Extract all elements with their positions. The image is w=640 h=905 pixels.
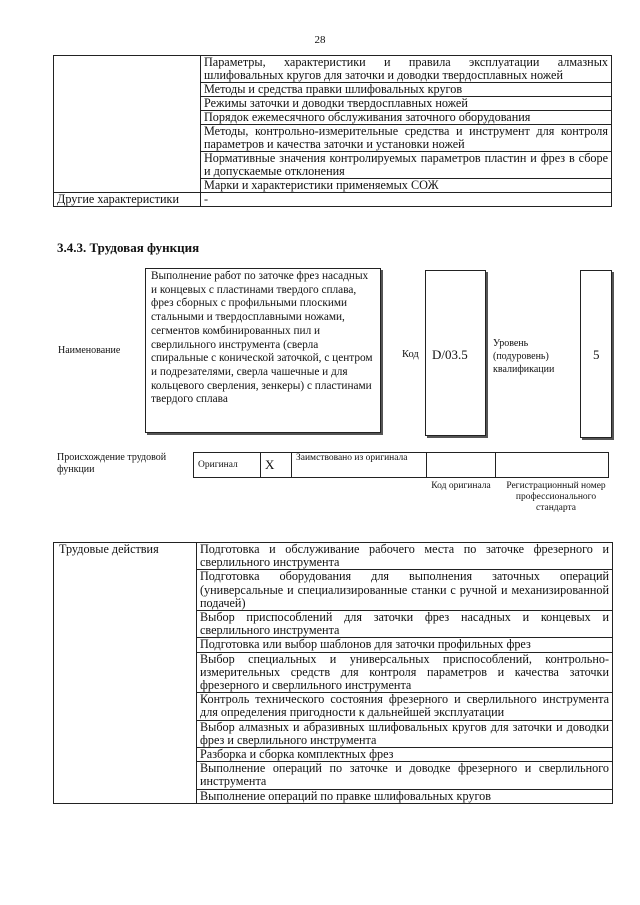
table-cell: Методы и средства правки шлифовальных кругов (201, 83, 612, 97)
table-cell: Выбор специальных и универсальных приспособлений, контрольно-измерительных средств для контроля параметров и качества заточки фрезерного и сверлильного инструмента (197, 652, 613, 693)
labor-actions-label: Трудовые действия (54, 543, 197, 804)
code-label: Код (402, 349, 419, 360)
registration-number-caption: Регистрационный номер профессионального стандарта (506, 481, 606, 513)
table-cell: Разборка и сборка комплектных фрез (197, 748, 613, 762)
original-label: Оригинал (194, 453, 261, 478)
level-value: 5 (593, 347, 600, 362)
table-cell: Подготовка и обслуживание рабочего места по заточке фрезерного и сверлильного инструмента (197, 543, 613, 570)
name-label: Наименование (58, 345, 121, 356)
table-cell: Выполнение операций по заточке и доводке фрезерного и сверлильного инструмента (197, 762, 613, 789)
table-cell: Нормативные значения контролируемых параметров пластин и фрез в сборе и допускаемые отклонения (201, 152, 612, 179)
origin-table (193, 452, 609, 478)
qualification-level-label (493, 337, 563, 376)
other-characteristics-label: Другие характеристики (54, 193, 201, 207)
table-cell: Подготовка оборудования для выполнения заточных операций (универсальные и специализированные станки с ручной и механизированной подачей) (197, 570, 613, 611)
table-row (194, 453, 609, 478)
table-cell: Выполнение операций по правке шлифовальных кругов (197, 789, 613, 803)
function-name-box: Выполнение работ по заточке фрез насадных и концевых с пластинами твердого сплава, фрез сборных с профильными плоскими стальными и твердосплавными ножами, сегментов комбинированных пил и сверлильного инструмента (сверла спиральные с конической заточкой, с центром и подрезателями, сверла чашечные и для кольцевого сверления, зенкеры) с пластинами твердого сплава (145, 268, 381, 433)
knowledge-table (53, 55, 612, 207)
section-heading: 3.4.3. Трудовая функция (57, 240, 200, 255)
table-cell: Подготовка или выбор шаблонов для заточки профильных фрез (197, 638, 613, 652)
table-row (54, 193, 612, 207)
origin-reg-cell (496, 453, 609, 478)
table-cell: Методы, контрольно-измерительные средства и инструмент для контроля параметров и качества заточки и установки ножей (201, 125, 612, 152)
origin-code-cell (427, 453, 496, 478)
table-cell: Режимы заточки и доводки твердосплавных ножей (201, 97, 612, 111)
page-number: 28 (314, 34, 326, 46)
origin-label-text: Происхождение трудовой функции (57, 452, 167, 475)
table-cell: Выбор приспособлений для заточки фрез насадных и концевых и сверлильного инструмента (197, 611, 613, 638)
table-cell: Порядок ежемесячного обслуживания заточного оборудования (201, 111, 612, 125)
original-mark: X (261, 453, 292, 478)
qualification-level-label-text: Уровень (подуровень) квалификации (493, 338, 555, 375)
code-value: D/03.5 (432, 347, 468, 362)
origin-label (57, 452, 179, 476)
table-cell: Выбор алмазных и абразивных шлифовальных кругов для заточки и доводки фрез и сверлильного инструмента (197, 720, 613, 747)
labor-actions-table (53, 542, 613, 804)
other-characteristics-value: - (201, 193, 612, 207)
table-label-cell (54, 56, 201, 193)
table-row (54, 56, 612, 83)
table-row (54, 543, 613, 570)
table-cell: Марки и характеристики применяемых СОЖ (201, 179, 612, 193)
original-code-caption: Код оригинала (431, 481, 491, 491)
table-cell: Контроль технического состояния фрезерного и сверлильного инструмента для определения пригодности к дальнейшей эксплуатации (197, 693, 613, 720)
table-cell: Параметры, характеристики и правила эксплуатации алмазных шлифовальных кругов для заточки и доводки твердосплавных ножей (201, 56, 612, 83)
borrowed-label: Заимствовано из оригинала (292, 453, 427, 478)
